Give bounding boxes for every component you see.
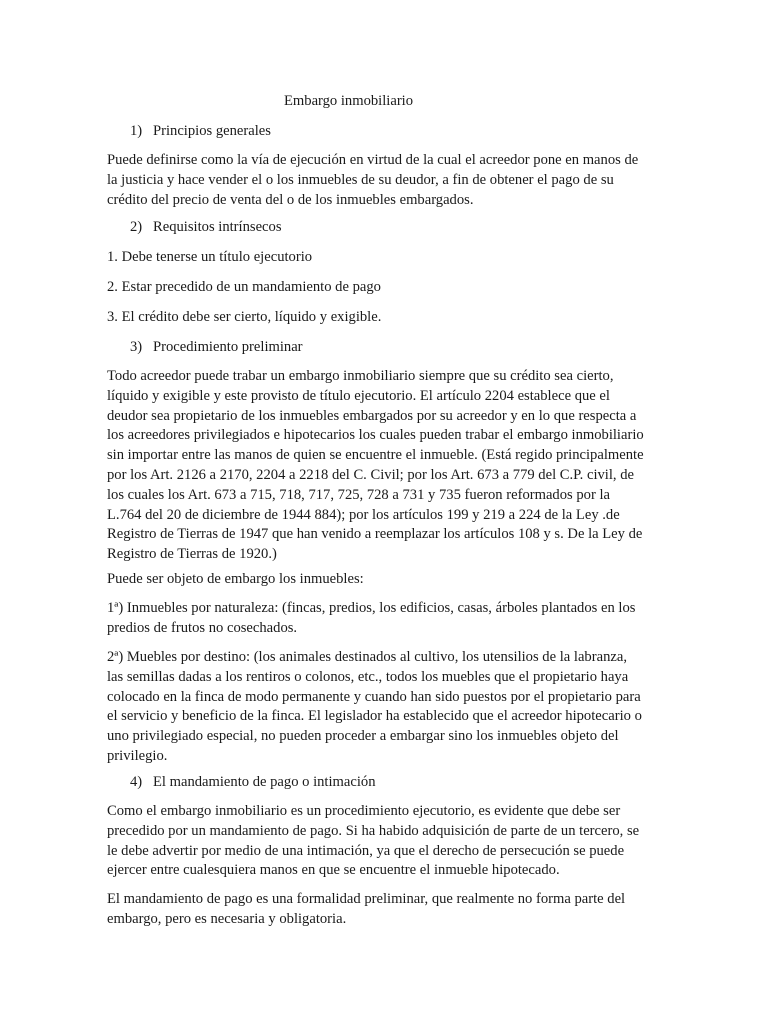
text-line: embargo, pero es necesaria y obligatoria. bbox=[107, 910, 347, 927]
text-line: el servicio y beneficio de la finca. El legislador ha establecido que el acreedor hipotecario o bbox=[107, 708, 642, 725]
section-heading-2 bbox=[130, 218, 282, 238]
text-line: Como el embargo inmobiliario es un procedimiento ejecutorio, es evidente que debe ser bbox=[107, 803, 621, 819]
paragraph bbox=[107, 648, 667, 767]
text-line: 3. El crédito debe ser cierto, líquido y exigible. bbox=[107, 309, 382, 325]
text-line: privilegio. bbox=[107, 747, 168, 764]
section-title: Procedimiento preliminar bbox=[153, 339, 303, 355]
text-line: Puede ser objeto de embargo los inmuebles: bbox=[107, 571, 364, 587]
text-line: 2ª) Muebles por destino: (los animales destinados al cultivo, los utensilios de la labranza, bbox=[107, 649, 627, 665]
text-line: las semillas dadas a los rentiros o colonos, etc., todos los muebles que el propietario haya bbox=[107, 668, 629, 685]
text-line: precedido por un mandamiento de pago. Si ha habido adquisición de parte de un tercero, se bbox=[107, 822, 640, 839]
text-line: L.764 del 20 de diciembre de 1944 884); por los artículos 199 y 219 a 224 de la Ley .de bbox=[107, 506, 620, 523]
paragraph bbox=[107, 890, 667, 930]
text-line: predios de frutos no cosechados. bbox=[107, 619, 298, 636]
text-line: uno privilegiado especial, no pueden proceder a embargar sino los inmuebles objeto del bbox=[107, 728, 619, 745]
text-line: Registro de Tierras de 1920.) bbox=[107, 546, 277, 563]
document-title: Embargo inmobiliario bbox=[284, 93, 414, 109]
section-title: Requisitos intrínsecos bbox=[153, 219, 282, 235]
text-line: colocado en la finca de modo permanente y cuando han sido puestos por el propietario para bbox=[107, 688, 641, 705]
paragraph bbox=[107, 151, 667, 210]
paragraph bbox=[107, 367, 667, 565]
text-line: ejercer entre cualesquiera manos en que se encuentre el inmueble hipotecado. bbox=[107, 862, 560, 879]
section-title: El mandamiento de pago o intimación bbox=[153, 774, 376, 790]
paragraph bbox=[107, 599, 667, 639]
text-line: líquido y exigible y este provisto de título ejecutorio. El artículo 2204 establece que el bbox=[107, 387, 610, 404]
list-item bbox=[107, 278, 667, 298]
section-heading-3 bbox=[130, 338, 303, 358]
text-line: El mandamiento de pago es una formalidad preliminar, que realmente no forma parte del bbox=[107, 891, 626, 907]
text-line: 1. Debe tenerse un título ejecutorio bbox=[107, 249, 313, 265]
text-line: Puede definirse como la vía de ejecución en virtud de la cual el acreedor pone en manos de bbox=[107, 152, 639, 168]
section-number: 4) bbox=[130, 774, 143, 790]
text-line: Registro de Tierras de 1947 que han venido a reemplazar los artículos 108 y s. De la Ley de bbox=[107, 526, 643, 543]
list-item bbox=[107, 308, 667, 328]
section-title: Principios generales bbox=[153, 123, 271, 139]
section-number: 3) bbox=[130, 339, 143, 355]
list-item bbox=[107, 248, 667, 268]
text-line: sin importar entre las manos de quien se encuentre el inmueble. (Está regido principalmente bbox=[107, 447, 644, 464]
paragraph bbox=[107, 802, 667, 881]
text-line: los cuales los Art. 673 a 715, 718, 717, 725, 728 a 731 y 735 fueron reformados por la bbox=[107, 486, 610, 503]
section-number: 2) bbox=[130, 219, 143, 235]
text-line: la justicia y hace vender el o los inmuebles de su deudor, a fin de obtener el pago de su bbox=[107, 171, 614, 188]
section-number: 1) bbox=[130, 123, 143, 139]
text-line: por los Art. 2126 a 2170, 2204 a 2218 del C. Civil; por los Art. 673 a 779 del C.P. civil, de bbox=[107, 466, 634, 483]
text-line: Todo acreedor puede trabar un embargo inmobiliario siempre que su crédito sea cierto, bbox=[107, 368, 614, 384]
text-line: los acreedores privilegiados e hipotecarios los cuales pueden trabar el embargo inmobiliario bbox=[107, 427, 644, 444]
text-line: le debe advertir por medio de una intimación, ya que el derecho de persecución se puede bbox=[107, 842, 625, 859]
text-line: 2. Estar precedido de un mandamiento de pago bbox=[107, 279, 381, 295]
section-heading-1 bbox=[130, 122, 271, 142]
paragraph bbox=[107, 570, 667, 590]
text-line: 1ª) Inmuebles por naturaleza: (fincas, predios, los edificios, casas, árboles plantados en los bbox=[107, 600, 636, 616]
text-line: crédito del precio de venta del o de los inmuebles embargados. bbox=[107, 191, 474, 208]
section-heading-4 bbox=[130, 773, 376, 793]
text-line: deudor sea propietario de los inmuebles embargados por su acreedor y en lo que respecta a bbox=[107, 407, 637, 424]
